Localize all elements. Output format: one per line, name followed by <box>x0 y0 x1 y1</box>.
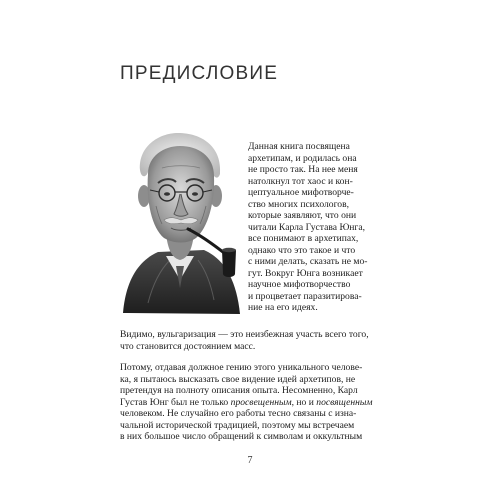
text-line: Потому, отдавая должное гению этого уникального челове- <box>120 362 363 373</box>
chapter-title: ПРЕДИСЛОВИЕ <box>120 63 279 84</box>
text-line: человеком. Не случайно его работы тесно связаны с изна- <box>120 408 357 419</box>
text-line: которые заявляют, что они <box>248 210 357 221</box>
intro-paragraph <box>248 141 367 314</box>
emphasis-enlightened: просвещенным <box>230 396 292 408</box>
text-line: с ними делать, сказать не мо- <box>248 256 368 267</box>
text-line: научное мифотворчество <box>248 279 351 290</box>
text-line: натолкнул тот хаос и кон- <box>248 175 353 187</box>
text-run: , но и <box>291 396 317 408</box>
text-line: гут. Вокруг Юнга возникает <box>248 267 363 279</box>
text-line: в них большое число обращений к символам и оккультным <box>120 431 363 442</box>
portrait-drawing <box>118 128 243 318</box>
text-line: что становится достоянием масс. <box>120 340 256 352</box>
text-run: Густав Юнг был не только <box>120 396 231 408</box>
text-line: цептуальное мифотворче- <box>248 187 354 198</box>
text-line: читали Карла Густава Юнга, <box>248 221 366 233</box>
text-line: однако что это такое и что <box>248 244 356 256</box>
text-line: чальной исторической традицией, поэтому мы встречаем <box>120 419 355 431</box>
jung-paragraph <box>120 362 373 443</box>
page-number: 7 <box>247 455 253 466</box>
emphasis-initiated: посвященным <box>316 396 373 408</box>
text-line: ние на его идеях. <box>248 302 318 313</box>
text-line: ка, я пытаюсь высказать свое видение идей архетипов, не <box>120 373 356 385</box>
portrait-illustration <box>118 128 243 318</box>
text-line: все понимают в архетипах, <box>248 233 359 244</box>
text-line: Видимо, вульгаризация — это неизбежная участь всего того, <box>120 329 369 340</box>
text-line: ство многих психологов, <box>248 198 350 210</box>
text-line <box>120 397 373 409</box>
text-line: претендуя на полноту описания опыта. Несомненно, Карл <box>120 385 358 396</box>
text-line: и процветает паразитирова- <box>248 290 362 302</box>
vulgarization-paragraph <box>120 329 369 352</box>
text-line: Данная книга посвящена <box>248 141 350 152</box>
text-line: архетипам, и родилась она <box>248 152 357 164</box>
text-line: не просто так. На нее меня <box>248 164 358 175</box>
